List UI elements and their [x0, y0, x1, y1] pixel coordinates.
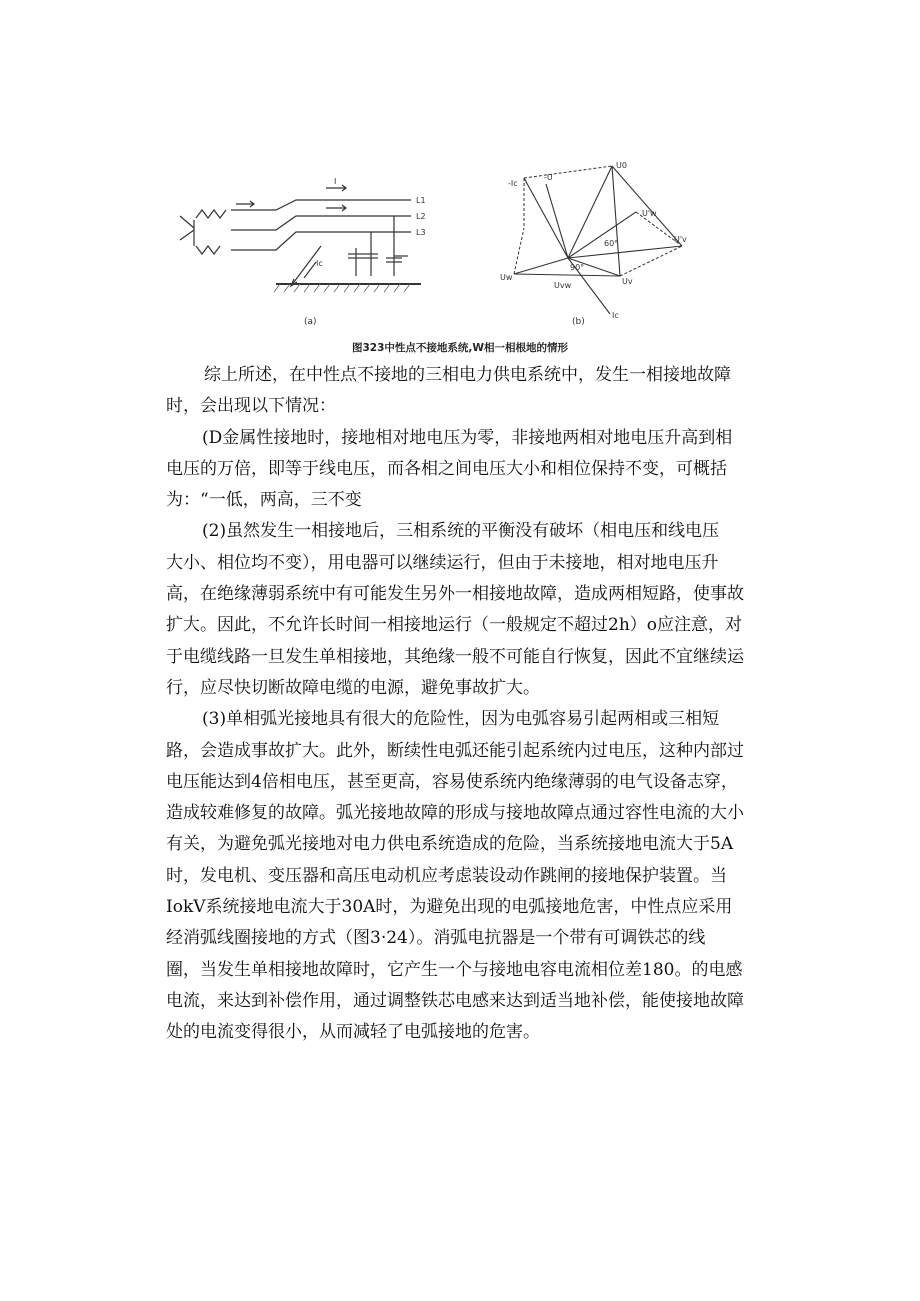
- panel-b-label: (b): [572, 317, 585, 327]
- phasor-uv: Uv: [622, 277, 633, 286]
- label-l2: L2: [416, 212, 426, 221]
- paragraph-item-3: (3)单相弧光接地具有很大的危险性，因为电弧容易引起两相或三相短 路，会造成事故扩大。此外，断续性电弧还能引起系统内过电压，这种内部过 电压能达到4倍相电压，甚至更高，容易使系统内绝缘薄弱的电气设备志穿， 造成较难修复的故障。弧光接地故障的形成与接地故障点通过容性电流的大小 有关，为避免弧光接地对电力供电系统造成的危险，当系统接地电流大于5A 时，发电机、变压器和高压电动机应考虑装设动作跳闸的接地保护装置。当 IokV系统接地电流大于30A时，为避免出现的电弧接地危害，中性点应采用 经消弧线圈接地的方式（图3·24）。消弧电抗器是一个带有可调铁芯的线 圈，当发生单相接地故障时，它产生一个与接地电容电流相位差180。的电感 电流，来达到补偿作用，通过调整铁芯电感来达到适当地补偿，能使接地故障 处的电流变得很小，从而减轻了电弧接地的危害。: [166, 709, 744, 1043]
- phasor-diagram-b: [494, 158, 704, 330]
- phasor-uw: Uw: [500, 273, 513, 282]
- figure-caption: 图323中性点不接地系统,W相一相根地的情形: [352, 342, 568, 354]
- phasor-uv-prime: U'v: [674, 235, 687, 244]
- label-ic: Ic: [316, 259, 323, 268]
- panel-a-label: (a): [304, 317, 317, 327]
- paragraph-item-2: (2)虽然发生一相接地后，三相系统的平衡没有破坏（相电压和线电压 大小、相位均不变），用电器可以继续运行，但由于未接地，相对地电压升 高，在绝缘薄弱系统中有可能发生另外一相接地故障，造成两相短路，使事故 扩大。因此，不允许长时间一相接地运行（一般规定不超过2h）o应注意，对 于电缆线路一旦发生单相接地，其绝缘一般不可能自行恢复，因此不宜继续运 行，应尽快切断故障电缆的电源，避免事故扩大。: [166, 521, 744, 698]
- body-text: [166, 360, 756, 1049]
- angle-90: 90°: [570, 263, 585, 272]
- figure-323: [176, 158, 716, 330]
- label-l1: L1: [416, 196, 426, 205]
- phasor-uvw: Uvw: [554, 281, 572, 290]
- label-i: I: [334, 177, 337, 186]
- phasor-ic: Ic: [612, 311, 619, 320]
- phasor-uw-prime: U'w: [642, 209, 657, 218]
- label-l3: L3: [416, 228, 426, 237]
- phasor-neg-u: -U: [544, 173, 553, 182]
- phasor-u0: U0: [616, 161, 627, 170]
- phasor-neg-ic: -Ic: [508, 179, 518, 188]
- circuit-diagram-a: [176, 158, 446, 330]
- paragraph-summary: 综上所述，在中性点不接地的三相电力供电系统中，发生一相接地故障 时，会出现以下情况：: [166, 365, 731, 417]
- paragraph-item-1: (D金属性接地时，接地相对地电压为零，非接地两相对地电压升高到相 电压的万倍，即等于线电压，而各相之间电压大小和相位保持不变，可概括 为：“一低，两高，三不变: [166, 427, 733, 511]
- angle-60: 60°: [604, 239, 619, 248]
